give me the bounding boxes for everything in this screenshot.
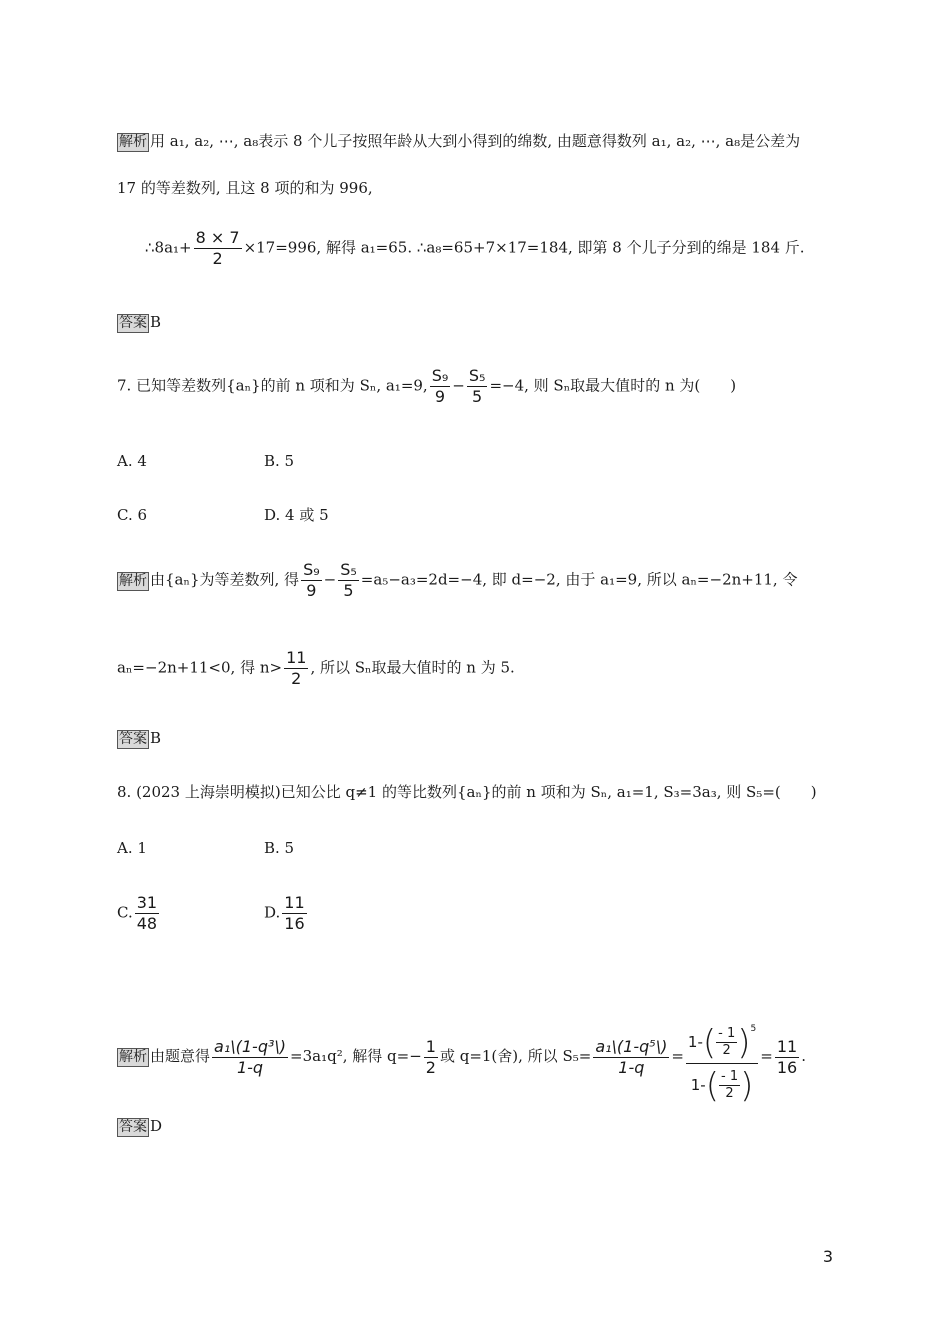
p6-analysis-text-1: 用 a₁, a₂, ⋯, a₈表示 8 个儿子按照年龄从大到小得到的绵数, 由题意得数列 a₁, a₂, ⋯, a₈是公差为 (150, 132, 801, 150)
p6-fraction-den: 2 (212, 249, 223, 268)
q8-an-mid1: =3a₁q², 解得 q=− (290, 1047, 422, 1065)
q8-big-num-rparen: ) (737, 1022, 751, 1063)
q8-big-num-pre: 1- (687, 1033, 703, 1051)
q8-big-num-pow: 5 (750, 1024, 757, 1034)
p6-l3-post: ×17=996, 解得 a₁=65. ∴a₈=65+7×17=184, 即第 8 个儿子分到的绵是 184 斤. (243, 238, 805, 257)
q7-an-frac-s9 (301, 560, 322, 601)
q8-frac-half-den: 2 (425, 1057, 436, 1077)
analysis-tag: 解析 (119, 134, 147, 150)
q7-an-frac-s9-num: S₉ (303, 560, 320, 579)
q8-big-num-inner-num: - 1 (718, 1026, 736, 1041)
q8-option-c-label: C. (117, 903, 133, 922)
q8-big-den-rparen: ) (740, 1065, 754, 1106)
answer-tag: 答案 (119, 315, 147, 331)
q8-frac-s5-num: a₁\(1-q⁵\) (595, 1036, 668, 1056)
answer-tag: 答案 (119, 731, 147, 747)
q7-option-a: A. 4 (117, 452, 147, 470)
q7-an-frac-11-2 (284, 648, 308, 689)
q8-big-num (686, 1008, 758, 1064)
q8-option-c-den: 48 (136, 914, 158, 933)
q7-option-c: C. 6 (117, 506, 148, 524)
q8-option-d-den: 16 (284, 914, 305, 933)
q7-frac-s5-den: 5 (472, 387, 483, 406)
q8-option-c-frac (135, 893, 159, 934)
q7-stem-pre: 7. 已知等差数列{aₙ}的前 n 项和为 Sₙ, a₁=9, (117, 376, 428, 395)
q8-frac-s3 (212, 1037, 288, 1078)
q7-answer: B (150, 729, 162, 747)
p6-analysis-line-2: 17 的等差数列, 且这 8 项的和为 996, (117, 179, 373, 197)
q7-frac-s9 (430, 366, 451, 407)
q7-stem-post: =−4, 则 Sₙ取最大值时的 n 为( ) (489, 376, 737, 395)
q8-option-c-num: 31 (136, 893, 158, 912)
q7-an-frac-11-2-den: 2 (291, 669, 302, 688)
q8-frac-half-num: 1 (425, 1036, 436, 1056)
q7-frac-s5-num: S₅ (468, 366, 486, 385)
q7-an2-pre: aₙ=−2n+11<0, 得 n> (117, 658, 283, 677)
q8-answer-line (117, 1116, 840, 1137)
q8-option-b: B. 5 (264, 839, 295, 857)
q8-frac-s5-den: 1-q (618, 1057, 645, 1077)
q8-big-num-lparen: ( (702, 1022, 717, 1063)
q8-big-den-pre: 1- (690, 1076, 706, 1094)
q8-big-den-inner-num: - 1 (721, 1069, 739, 1084)
q8-frac-half (424, 1037, 438, 1078)
q7-an-frac-s5-num: S₅ (340, 560, 357, 579)
q8-option-d (264, 893, 309, 934)
q8-result-num: 11 (776, 1036, 798, 1056)
q8-an-pre: 由题意得 (150, 1047, 211, 1065)
q8-result-frac (775, 1037, 799, 1078)
q8-option-a: A. 1 (117, 839, 147, 857)
p6-answer: B (150, 313, 162, 331)
q8-option-d-frac (282, 893, 306, 934)
q7-frac-s9-den: 9 (434, 387, 446, 406)
analysis-tag: 解析 (119, 1049, 147, 1065)
q8-option-c (117, 893, 161, 934)
q7-minus: − (452, 376, 465, 395)
q7-option-d: D. 4 或 5 (264, 506, 329, 524)
q7-an1-pre: 由{aₙ}为等差数列, 得 (150, 570, 300, 589)
q8-result-den: 16 (776, 1057, 798, 1077)
q8-big-den (686, 1064, 758, 1106)
analysis-tag: 解析 (119, 572, 147, 589)
q8-frac-s5 (593, 1037, 669, 1078)
q7-an-frac-11-2-num: 11 (286, 648, 307, 667)
q7-frac-s5 (467, 366, 488, 407)
q7-an-frac-s9-den: 9 (306, 581, 317, 600)
q7-stem (117, 366, 840, 407)
q8-an-mid2: 或 q=1(舍), 所以 S₅= (439, 1047, 592, 1065)
q8-big-den-lparen: ( (705, 1065, 719, 1106)
q8-eq-1: = (671, 1047, 684, 1065)
q7-frac-s9-num: S₉ (431, 366, 449, 385)
q8-big-den-inner-den: 2 (725, 1086, 734, 1101)
q7-analysis-line-1 (117, 560, 840, 601)
p6-answer-line (117, 312, 840, 333)
q7-option-b: B. 5 (264, 452, 295, 470)
page-number: 3 (822, 1247, 833, 1266)
q8-eq-2: = (760, 1047, 773, 1065)
q7-an2-post: , 所以 Sₙ取最大值时的 n 为 5. (310, 658, 515, 677)
q8-frac-s3-num: a₁\(1-q³\) (214, 1036, 287, 1056)
q8-big-fraction (686, 1008, 758, 1106)
q8-stem: 8. (2023 上海崇明模拟)已知公比 q≠1 的等比数列{aₙ}的前 n 项和为 Sₙ, a₁=1, S₃=3a₃, 则 S₅=( ) (117, 783, 817, 801)
q7-an-frac-s5-den: 5 (343, 581, 354, 600)
q7-an1-mid: =a₅−a₃=2d=−4, 即 d=−2, 由于 a₁=9, 所以 aₙ=−2n+11, 令 (360, 570, 798, 589)
q7-an-minus: − (323, 570, 337, 589)
answer-tag: 答案 (119, 1119, 147, 1135)
p6-fraction-num: 8 × 7 (195, 228, 240, 247)
q8-big-num-inner-den: 2 (722, 1043, 731, 1058)
q8-big-den-inner (719, 1069, 740, 1102)
q8-analysis-line (117, 1008, 840, 1106)
p6-analysis-line-3 (145, 228, 840, 269)
q8-option-d-num: 11 (284, 893, 305, 912)
q8-end: . (801, 1047, 806, 1065)
q8-option-d-label: D. (264, 903, 281, 922)
p6-analysis-line-1 (117, 131, 840, 152)
q8-frac-s3-den: 1-q (236, 1057, 264, 1077)
p6-fraction (194, 228, 242, 269)
p6-l3-pre: ∴8a₁+ (145, 238, 192, 257)
q7-analysis-line-2 (117, 648, 840, 689)
q8-answer: D (150, 1117, 163, 1135)
q7-answer-line (117, 728, 840, 749)
q8-big-num-inner (716, 1026, 737, 1059)
q7-an-frac-s5 (338, 560, 359, 601)
